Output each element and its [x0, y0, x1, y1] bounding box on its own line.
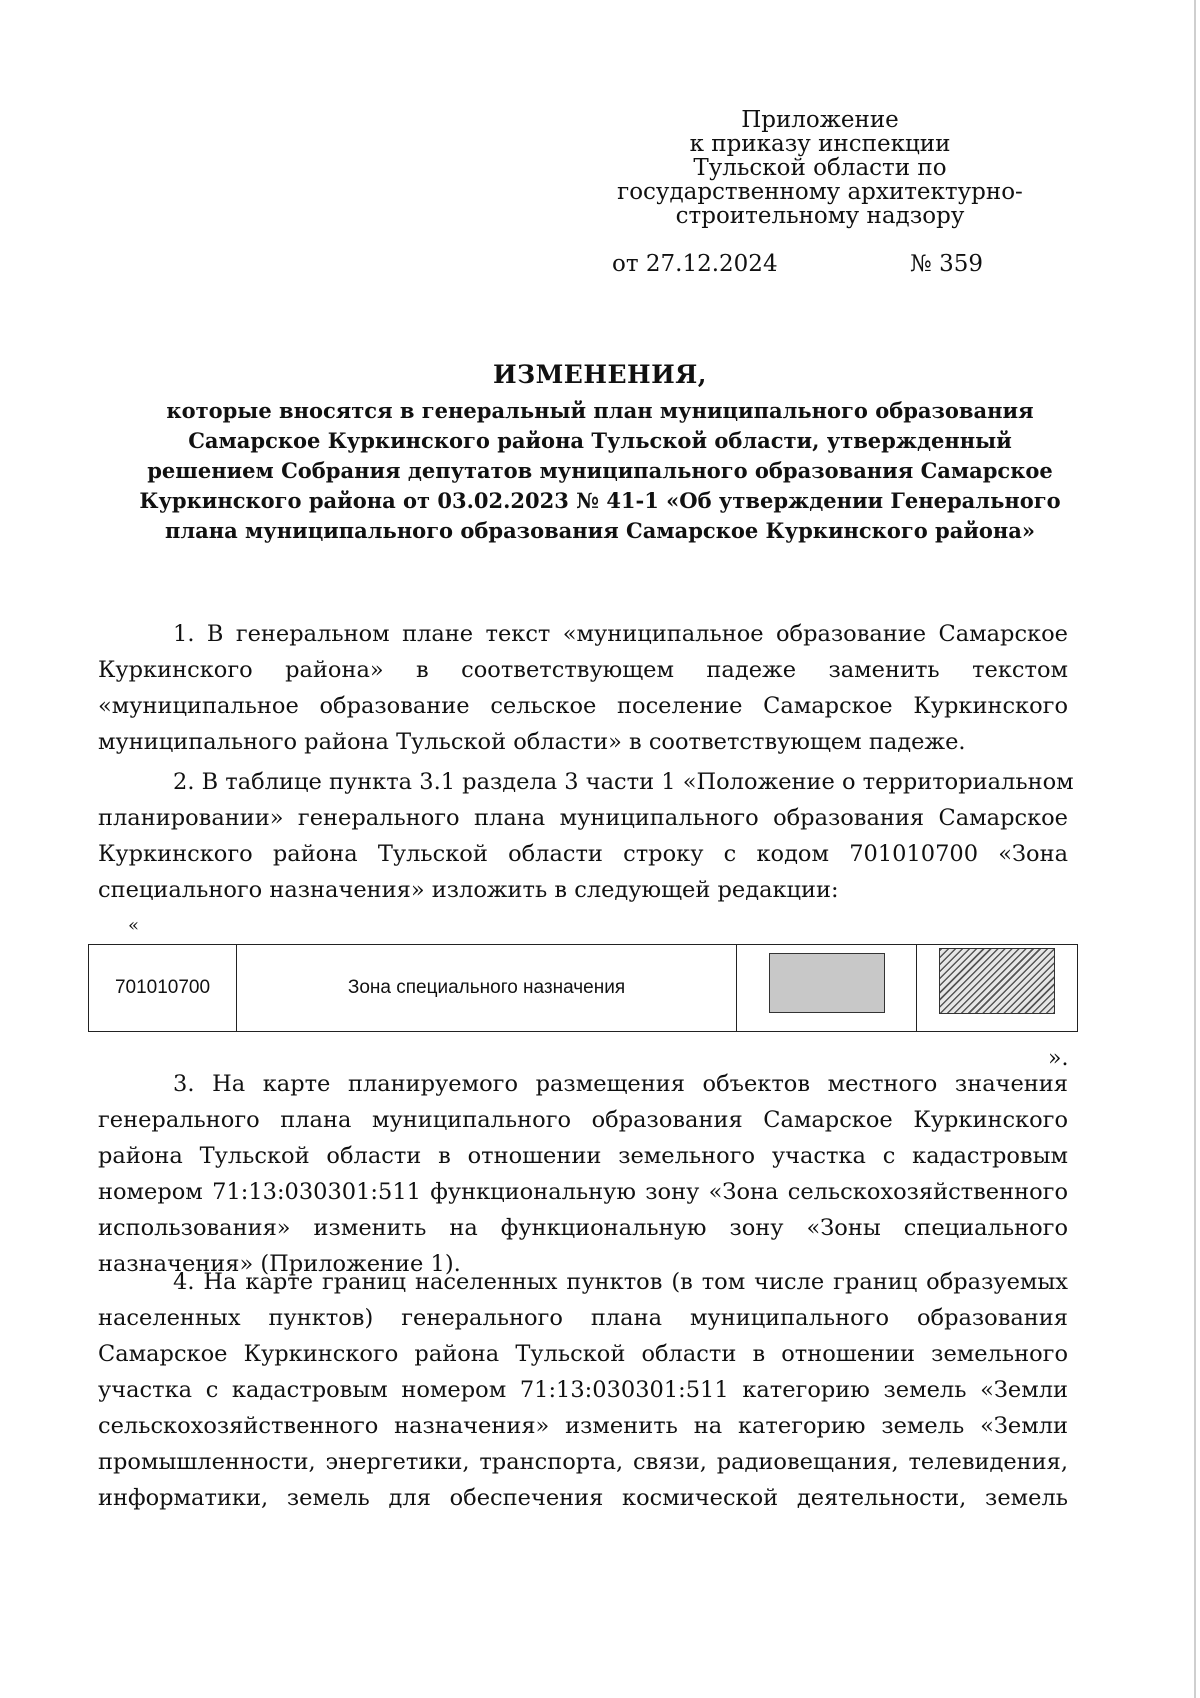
- paragraph-line: 2. В таблице пункта 3.1 раздела 3 части 1 «Положение о территориальном: [173, 769, 1074, 795]
- paragraph-line: муниципального района Тульской области» в соответствующем падеже.: [98, 729, 966, 755]
- paragraph-4: [98, 1264, 1068, 1516]
- appendix-line: к приказу инспекции: [689, 131, 951, 157]
- appendix-line: строительному надзору: [675, 203, 965, 229]
- paragraph-line: 4. На карте границ населенных пунктов (в том числе границ образуемых: [173, 1269, 1068, 1295]
- paragraph-3: [98, 1066, 1068, 1282]
- title-sub-line: которые вносятся в генеральный план муниципального образования: [166, 398, 1034, 423]
- appendix-header: [600, 108, 1040, 228]
- title-sub-line: Куркинского района от 03.02.2023 № 41-1 «Об утверждении Генерального: [139, 488, 1061, 513]
- solid-swatch-icon: [769, 953, 885, 1013]
- appendix-line: Приложение: [741, 107, 899, 133]
- paragraph-line: населенных пунктов) генерального плана муниципального образования: [98, 1305, 1068, 1331]
- paragraph-line: участка с кадастровым номером 71:13:030301:511 категорию земель «Земли: [98, 1377, 1068, 1403]
- order-date-number: [612, 250, 992, 278]
- title-sub-line: Самарское Куркинского района Тульской области, утвержденный: [188, 428, 1012, 453]
- table-quote-close: ».: [1048, 1046, 1069, 1071]
- paragraph-1: [98, 616, 1068, 760]
- page-edge-line: [1194, 0, 1196, 1698]
- paragraph-line: назначения» (Приложение 1).: [98, 1251, 461, 1277]
- paragraph-line: номером 71:13:030301:511 функциональную зону «Зона сельскохозяйственного: [98, 1179, 1068, 1205]
- document-title: [100, 358, 1100, 546]
- paragraph-line: генерального плана муниципального образования Самарское Куркинского: [98, 1107, 1068, 1133]
- appendix-line: государственному архитектурно-: [617, 179, 1023, 205]
- paragraph-line: планировании» генерального плана муниципального образования Самарское: [98, 805, 1068, 831]
- paragraph-line: «муниципальное образование сельское поселение Самарское Куркинского: [98, 693, 1068, 719]
- paragraph-line: информатики, земель для обеспечения космической деятельности, земель: [98, 1485, 1068, 1511]
- zone-fill-cell: [737, 945, 917, 1031]
- title-sub-line: решением Собрания депутатов муниципального образования Самарское: [147, 458, 1053, 483]
- paragraph-line: Самарское Куркинского района Тульской области в отношении земельного: [98, 1341, 1068, 1367]
- zone-hatch-cell: [917, 945, 1077, 1031]
- paragraph-line: использования» изменить на функциональную зону «Зоны специального: [98, 1215, 1068, 1241]
- title-subtitle: [100, 396, 1100, 546]
- paragraph-line: промышленности, энергетики, транспорта, связи, радиовещания, телевидения,: [98, 1449, 1068, 1475]
- order-date: от 27.12.2024: [612, 251, 778, 277]
- paragraph-line: Куркинского района» в соответствующем падеже заменить текстом: [98, 657, 1068, 683]
- paragraph-line: специального назначения» изложить в следующей редакции:: [98, 877, 839, 903]
- order-number: № 359: [910, 251, 983, 277]
- title-main: ИЗМЕНЕНИЯ,: [492, 360, 708, 389]
- paragraph-line: Куркинского района Тульской области строку с кодом 701010700 «Зона: [98, 841, 1068, 867]
- zone-code-cell: 701010700: [89, 945, 237, 1031]
- table-quote-open: «: [128, 915, 140, 936]
- paragraph-2: [98, 764, 1074, 908]
- paragraph-line: 3. На карте планируемого размещения объектов местного значения: [173, 1071, 1068, 1097]
- zone-table: [88, 944, 1078, 1032]
- paragraph-line: сельскохозяйственного назначения» изменить на категорию земель «Земли: [98, 1413, 1068, 1439]
- zone-name-cell: Зона специального назначения: [237, 945, 737, 1031]
- paragraph-line: 1. В генеральном плане текст «муниципальное образование Самарское: [173, 621, 1068, 647]
- title-sub-line: плана муниципального образования Самарское Куркинского района»: [164, 518, 1036, 543]
- appendix-line: Тульской области по: [693, 155, 947, 181]
- paragraph-line: района Тульской области в отношении земельного участка с кадастровым: [98, 1143, 1068, 1169]
- hatch-swatch-icon: [939, 948, 1055, 1014]
